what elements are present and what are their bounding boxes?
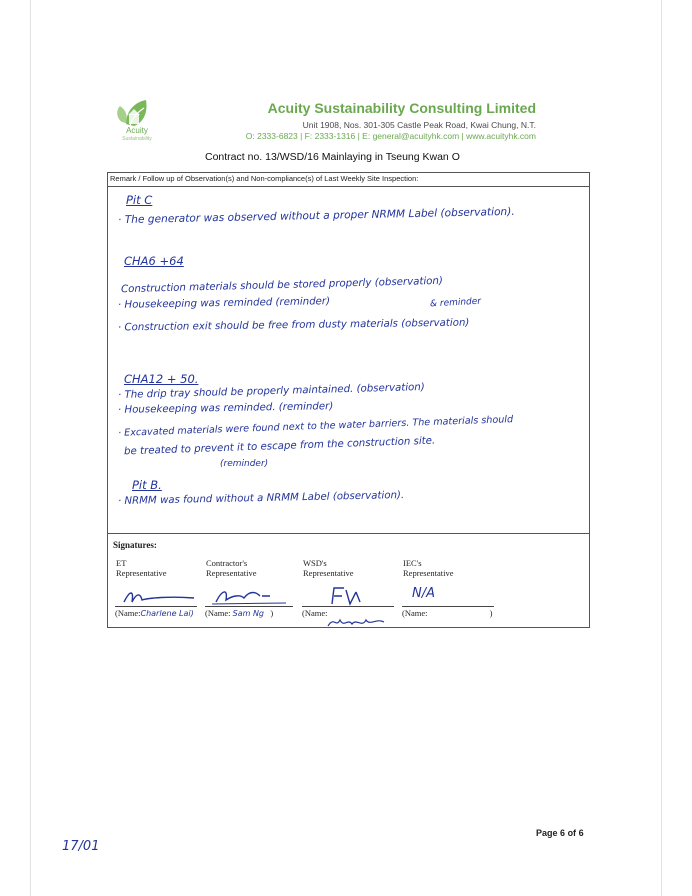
sig-line-iec <box>402 606 494 607</box>
remarks-divider <box>108 186 589 187</box>
section-title-cha12: CHA12 + 50. <box>124 372 199 386</box>
signatures-title: Signatures: <box>113 540 157 550</box>
remarks-heading: Remark / Follow up of Observation(s) and Non-compliance(s) of Last Weekly Site Inspection: <box>110 174 419 183</box>
contractor-signature-icon <box>210 584 290 608</box>
remark-line: · Housekeeping was reminded. (reminder) <box>117 401 334 416</box>
sig-name-iec: (Name: ) <box>402 608 493 618</box>
logo-wordmark: Acuity Sustainability <box>122 126 152 142</box>
remarks-box <box>107 172 590 534</box>
iec-na-handwritten: N/A <box>412 586 435 601</box>
sig-role-et: ET Representative <box>116 558 167 578</box>
sig-role-wsd: WSD's Representative <box>303 558 354 578</box>
section-title-cha6: CHA6 +64 <box>124 254 184 268</box>
remark-line: · Excavated materials were found next to the water barriers. The materials should <box>117 414 514 439</box>
remark-line: · The drip tray should be properly maintained. (observation) <box>117 381 425 402</box>
wsd-name-scribble-icon <box>326 614 386 630</box>
remark-line-annotation: & reminder <box>429 296 482 310</box>
remark-line: · The generator was observed without a proper NRMM Label (observation). <box>117 205 515 227</box>
remark-line: · Housekeeping was reminded (reminder) <box>117 296 331 311</box>
sig-line-et <box>115 606 197 607</box>
remark-line: be treated to prevent it to escape from the construction site. <box>123 435 436 458</box>
company-address: Unit 1908, Nos. 301-305 Castle Peak Road, Kwai Chung, N.T. <box>302 120 536 130</box>
remark-line: · Construction exit should be free from dusty materials (observation) <box>117 317 470 334</box>
remark-line: (reminder) <box>220 459 269 469</box>
remark-line: Construction materials should be stored properly (observation) <box>120 275 444 296</box>
remark-line: · NRMM was found without a NRMM Label (observation). <box>117 490 405 507</box>
sig-line-wsd <box>302 606 394 607</box>
contract-title: Contract no. 13/WSD/16 Mainlaying in Tseung Kwan O <box>205 151 460 163</box>
company-name: Acuity Sustainability Consulting Limited <box>267 100 536 116</box>
sig-role-contractor: Contractor's Representative <box>206 558 257 578</box>
handwritten-corner-note: 17/01 <box>62 839 100 854</box>
section-title-pit-c: Pit C <box>126 193 153 207</box>
sig-line-contractor <box>205 606 293 607</box>
page-number: Page 6 of 6 <box>536 828 584 838</box>
sig-name-wsd: (Name: <box>302 608 328 618</box>
company-contact <box>216 120 536 142</box>
sig-role-iec: IEC's Representative <box>403 558 454 578</box>
company-phone-email: O: 2333-6823 | F: 2333-1316 | E: general@acuityhk.com | www.acuityhk.com <box>245 131 536 141</box>
sig-name-et: (Name:Charlene Lai) <box>115 608 194 618</box>
section-title-pit-b: Pit B. <box>132 478 162 492</box>
et-signature-icon <box>120 586 200 608</box>
sig-name-contractor: (Name: Sam Ng ) <box>205 608 274 618</box>
wsd-signature-icon <box>326 584 366 606</box>
